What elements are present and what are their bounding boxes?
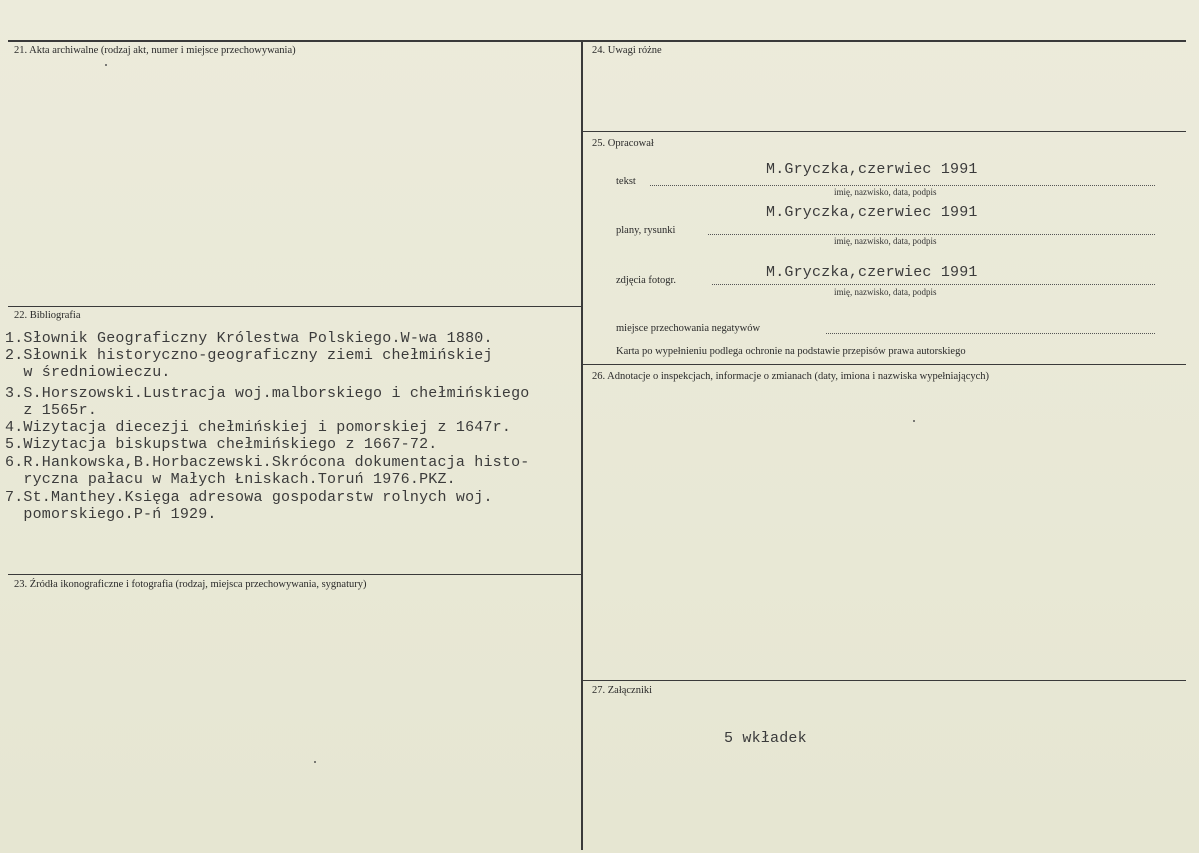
section-27-label: 27. Załączniki (592, 685, 653, 696)
zdjecia-label: zdjęcia fotogr. (616, 275, 677, 286)
stray-mark (913, 420, 915, 422)
bibliography-line: 7.St.Manthey.Księga adresowa gospodarstw rolnych woj. (5, 489, 493, 506)
karta-note: Karta po wypełnieniu podlega ochronie na podstawie przepisów prawa autorskiego (616, 346, 966, 357)
tekst-label: tekst (616, 176, 636, 187)
tekst-line (650, 185, 1155, 186)
section-25-label: 25. Opracował (592, 138, 654, 149)
section-24-label: 24. Uwagi różne (592, 45, 662, 56)
stray-mark (314, 761, 316, 763)
zdjecia-caption: imię, nazwisko, data, podpis (834, 287, 937, 297)
stray-mark (105, 64, 107, 66)
plany-value: M.Gryczka,czerwiec 1991 (766, 204, 978, 221)
bibliography-line: pomorskiego.P-ń 1929. (5, 506, 217, 523)
negatywy-label: miejsce przechowania negatywów (616, 323, 761, 334)
center-divider (581, 40, 583, 850)
bibliography-line: 1.Słownik Geograficzny Królestwa Polskiego.W-wa 1880. (5, 330, 493, 347)
negatywy-line (826, 333, 1155, 334)
zdjecia-line (712, 284, 1155, 285)
section-26-label: 26. Adnotacje o inspekcjach, informacje o zmianach (daty, imiona i nazwiska wypełniających) (592, 371, 990, 382)
section-21-label: 21. Akta archiwalne (rodzaj akt, numer i miejsce przechowywania) (14, 45, 296, 56)
divider-25-26 (583, 364, 1186, 365)
bibliography-line: 3.S.Horszowski.Lustracja woj.malborskiego i chełmińskiego (5, 385, 530, 402)
bibliography-line: ryczna pałacu w Małych Łniskach.Toruń 1976.PKZ. (5, 471, 456, 488)
section-23-label: 23. Źródła ikonograficzne i fotografia (rodzaj, miejsca przechowywania, sygnatury) (14, 579, 367, 590)
bibliography-line: 2.Słownik historyczno-geograficzny ziemi chełmińskiej (5, 347, 493, 364)
divider-26-27 (583, 680, 1186, 681)
bibliography-line: 5.Wizytacja biskupstwa chełmińskiego z 1667-72. (5, 436, 438, 453)
divider-24-25 (583, 131, 1186, 132)
tekst-caption: imię, nazwisko, data, podpis (834, 187, 937, 197)
tekst-value: M.Gryczka,czerwiec 1991 (766, 161, 978, 178)
section-22-label: 22. Bibliografia (14, 310, 81, 321)
top-border (8, 40, 1186, 42)
divider-22-23 (8, 574, 583, 575)
divider-21-22 (8, 306, 583, 307)
bibliography-line: z 1565r. (5, 402, 98, 419)
bibliography-line: w średniowieczu. (5, 364, 171, 381)
plany-label: plany, rysunki (616, 225, 676, 236)
zdjecia-value: M.Gryczka,czerwiec 1991 (766, 264, 978, 281)
plany-line (708, 234, 1155, 235)
bibliography-line: 6.R.Hankowska,B.Horbaczewski.Skrócona dokumentacja histo- (5, 454, 530, 471)
attachments-value: 5 wkładek (724, 730, 807, 747)
bibliography-line: 4.Wizytacja diecezji chełmińskiej i pomorskiej z 1647r. (5, 419, 512, 436)
plany-caption: imię, nazwisko, data, podpis (834, 236, 937, 246)
